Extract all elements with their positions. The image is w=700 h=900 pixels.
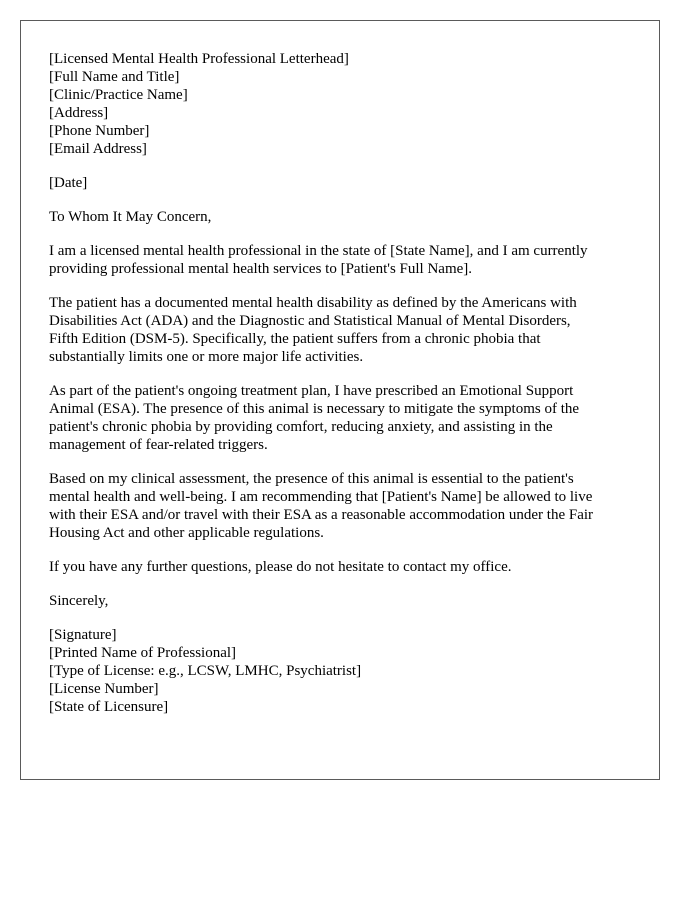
paragraph-line: I am a licensed mental health professional in the state of [State Name], and I am currently: [49, 243, 588, 259]
body-paragraph-5: [49, 558, 649, 576]
letterhead-line: [Licensed Mental Health Professional Letterhead]: [49, 51, 349, 67]
body-paragraph-1: [49, 242, 649, 278]
closing-line: [49, 592, 649, 610]
paragraph-line: management of fear-related triggers.: [49, 437, 268, 453]
letterhead-line: [Address]: [49, 105, 109, 121]
paragraph-line: Fifth Edition (DSM-5). Specifically, the patient suffers from a chronic phobia that: [49, 331, 541, 347]
paragraph-line: Based on my clinical assessment, the presence of this animal is essential to the patient's: [49, 471, 574, 487]
letterhead-line: [Phone Number]: [49, 123, 150, 139]
paragraph-line: Housing Act and other applicable regulations.: [49, 525, 324, 541]
signature-line: [License Number]: [49, 681, 159, 697]
letterhead-line: [Full Name and Title]: [49, 69, 180, 85]
paragraph-line: Animal (ESA). The presence of this animal is necessary to mitigate the symptoms of the: [49, 401, 580, 417]
paragraph-line: with their ESA and/or travel with their ESA as a reasonable accommodation under the Fair: [49, 507, 594, 523]
body-paragraph-3: [49, 382, 649, 454]
paragraph-line: Disabilities Act (ADA) and the Diagnostic and Statistical Manual of Mental Disorders,: [49, 313, 571, 329]
paragraph-line: patient's chronic phobia by providing comfort, reducing anxiety, and assisting in the: [49, 419, 553, 435]
letter-page: [20, 20, 660, 780]
body-paragraph-2: [49, 294, 649, 366]
body-paragraph-4: [49, 470, 649, 542]
signature-line: [Printed Name of Professional]: [49, 645, 237, 661]
date: [Date]: [49, 175, 88, 191]
letterhead: [49, 50, 649, 158]
paragraph-line: mental health and well-being. I am recommending that [Patient's Name] be allowed to live: [49, 489, 593, 505]
letterhead-line: [Email Address]: [49, 141, 147, 157]
signature-line: [State of Licensure]: [49, 699, 169, 715]
date-line: [49, 174, 649, 192]
paragraph-line: substantially limits one or more major life activities.: [49, 349, 364, 365]
letter-content: [49, 50, 649, 716]
closing: Sincerely,: [49, 593, 109, 609]
signature-line: [Type of License: e.g., LCSW, LMHC, Psychiatrist]: [49, 663, 362, 679]
signature-block: [49, 626, 649, 716]
paragraph-line: If you have any further questions, please do not hesitate to contact my office.: [49, 559, 512, 575]
paragraph-line: The patient has a documented mental health disability as defined by the Americans with: [49, 295, 577, 311]
paragraph-line: providing professional mental health services to [Patient's Full Name].: [49, 261, 473, 277]
paragraph-line: As part of the patient's ongoing treatment plan, I have prescribed an Emotional Support: [49, 383, 574, 399]
salutation-line: [49, 208, 649, 226]
signature-line: [Signature]: [49, 627, 117, 643]
letterhead-line: [Clinic/Practice Name]: [49, 87, 188, 103]
salutation: To Whom It May Concern,: [49, 209, 212, 225]
